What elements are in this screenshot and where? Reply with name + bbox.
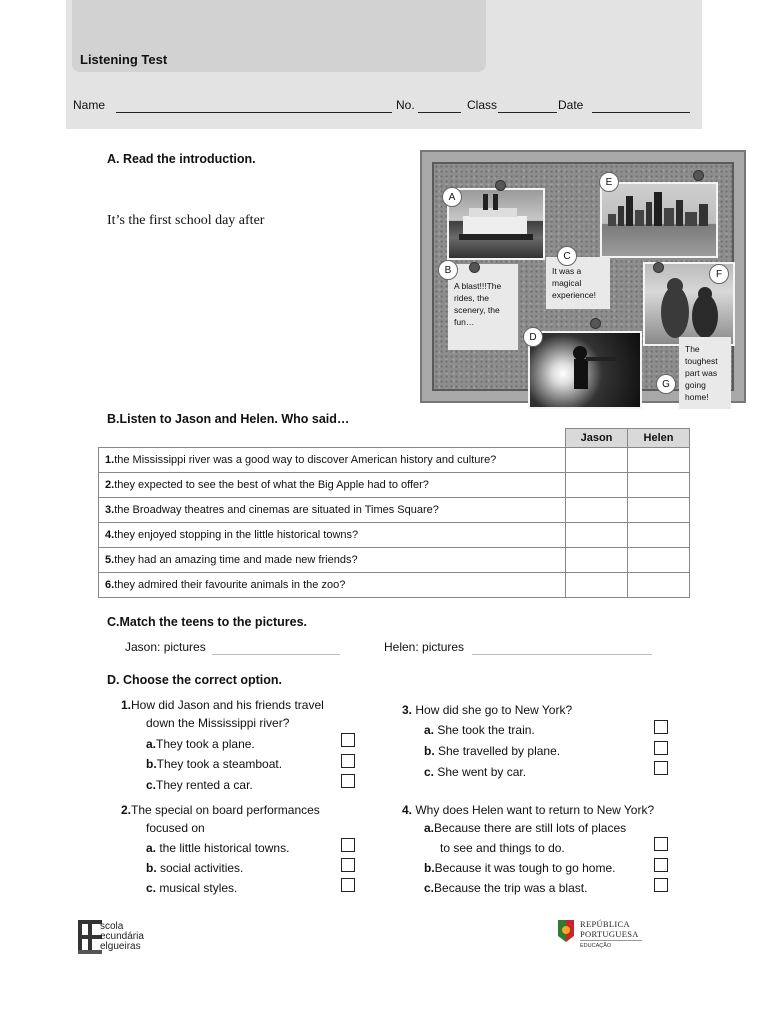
label-a: A	[442, 187, 462, 207]
name-label: Name	[73, 98, 106, 112]
section-b-title: B.Listen to Jason and Helen. Who said…	[107, 412, 350, 426]
question-2: 2.The special on board performances	[121, 803, 320, 817]
helen-pictures-label: Helen: pictures	[384, 640, 465, 654]
school-logo-line1: scola	[100, 921, 124, 932]
concert-photo	[528, 331, 642, 409]
pushpin-icon	[693, 170, 704, 181]
q3-checkbox-b[interactable]	[654, 741, 668, 755]
date-label: Date	[558, 98, 584, 112]
row-text: they expected to see the best of what the Big Apple had to offer?	[114, 479, 429, 491]
note-c: It was a magical experience!	[546, 257, 610, 309]
q4-checkbox-b[interactable]	[654, 858, 668, 872]
column-helen: Helen	[628, 429, 690, 448]
table-row	[99, 448, 690, 473]
row-text: the Mississippi river was a good way to discover American history and culture?	[114, 454, 497, 466]
name-field[interactable]	[116, 112, 392, 113]
jason-pictures-label: Jason: pictures	[125, 640, 206, 654]
q2-checkbox-c[interactable]	[341, 878, 355, 892]
q3-checkbox-c[interactable]	[654, 761, 668, 775]
number-label: No.	[396, 98, 415, 112]
republica-line3: EDUCAÇÃO	[580, 943, 612, 949]
q1-option-a: a.They took a plane.	[146, 737, 255, 751]
table-row	[99, 498, 690, 523]
row-text: they enjoyed stopping in the little historical towns?	[114, 529, 359, 541]
number-field[interactable]	[418, 112, 461, 113]
q2-option-a: a. the little historical towns.	[146, 841, 290, 855]
question-1-cont: down the Mississippi river?	[146, 716, 290, 730]
helen-cell[interactable]	[628, 523, 690, 548]
question-3: 3. How did she go to New York?	[402, 703, 573, 717]
row-text: the Broadway theatres and cinemas are situated in Times Square?	[114, 504, 439, 516]
helen-cell[interactable]	[628, 473, 690, 498]
helen-cell[interactable]	[628, 573, 690, 598]
jason-cell[interactable]	[566, 573, 628, 598]
column-jason: Jason	[566, 429, 628, 448]
label-e: E	[599, 172, 619, 192]
page-title: Listening Test	[80, 52, 168, 67]
question-1: 1.How did Jason and his friends travel	[121, 698, 324, 712]
republica-emblem-icon	[556, 918, 576, 944]
row-number: 5.	[105, 554, 115, 566]
label-b: B	[438, 260, 458, 280]
note-g: The toughest part was going home!	[679, 337, 731, 409]
table-row	[99, 573, 690, 598]
table-row	[99, 548, 690, 573]
pushpin-icon	[590, 318, 601, 329]
q3-option-a: a. She took the train.	[424, 723, 535, 737]
q4-checkbox-c[interactable]	[654, 878, 668, 892]
section-c-title: C.Match the teens to the pictures.	[107, 615, 308, 629]
pushpin-icon	[653, 262, 664, 273]
q4-option-a: a.Because there are still lots of places	[424, 821, 627, 835]
school-logo	[78, 918, 168, 958]
q4-option-c: c.Because the trip was a blast.	[424, 881, 588, 895]
q4-option-b: b.Because it was tough to go home.	[424, 861, 616, 875]
jason-cell[interactable]	[566, 548, 628, 573]
pushpin-icon	[495, 180, 506, 191]
skyline-photo	[600, 182, 718, 258]
note-b: A blast!!!The rides, the scenery, the fun…	[448, 264, 518, 350]
label-f: F	[709, 264, 729, 284]
q2-option-b: b. social activities.	[146, 861, 244, 875]
jason-cell[interactable]	[566, 523, 628, 548]
republica-logo	[556, 916, 648, 954]
school-logo-line2: ecundária	[100, 931, 144, 942]
who-said-table	[98, 428, 690, 598]
question-2-cont: focused on	[146, 821, 205, 835]
helen-cell[interactable]	[628, 548, 690, 573]
q2-checkbox-a[interactable]	[341, 838, 355, 852]
q2-checkbox-b[interactable]	[341, 858, 355, 872]
row-number: 1.	[105, 454, 115, 466]
label-d: D	[523, 327, 543, 347]
republica-line2: PORTUGUESA	[580, 929, 639, 939]
table-row	[99, 523, 690, 548]
pushpin-icon	[469, 262, 480, 273]
row-number: 6.	[105, 579, 115, 591]
q4-option-a-cont: to see and things to do.	[440, 841, 565, 855]
table-row	[99, 473, 690, 498]
q1-option-b: b.They took a steamboat.	[146, 757, 283, 771]
q1-checkbox-b[interactable]	[341, 754, 355, 768]
helen-cell[interactable]	[628, 448, 690, 473]
row-text: they had an amazing time and made new friends?	[114, 554, 358, 566]
q2-option-c: c. musical styles.	[146, 881, 238, 895]
helen-pictures-field[interactable]	[472, 654, 652, 655]
q3-option-b: b. She travelled by plane.	[424, 744, 561, 758]
label-g: G	[656, 374, 676, 394]
helen-cell[interactable]	[628, 498, 690, 523]
row-number: 2.	[105, 479, 115, 491]
question-4: 4. Why does Helen want to return to New York?	[402, 803, 655, 817]
q3-option-c: c. She went by car.	[424, 765, 527, 779]
q4-checkbox-a[interactable]	[654, 837, 668, 851]
q1-checkbox-a[interactable]	[341, 733, 355, 747]
row-number: 3.	[105, 504, 115, 516]
jason-cell[interactable]	[566, 498, 628, 523]
row-text: they admired their favourite animals in the zoo?	[114, 579, 346, 591]
class-label: Class	[467, 98, 498, 112]
q1-checkbox-c[interactable]	[341, 774, 355, 788]
intro-text: It’s the first school day after	[107, 213, 265, 228]
jason-cell[interactable]	[566, 473, 628, 498]
class-field[interactable]	[498, 112, 557, 113]
row-number: 4.	[105, 529, 115, 541]
label-c: C	[557, 246, 577, 266]
date-field[interactable]	[592, 112, 690, 113]
republica-line1: REPÚBLICA	[580, 919, 630, 929]
section-d-title: D. Choose the correct option.	[107, 673, 283, 687]
q1-option-c: c.They rented a car.	[146, 778, 253, 792]
jason-pictures-field[interactable]	[212, 654, 340, 655]
school-logo-line3: elgueiras	[100, 941, 141, 952]
section-a-title: A. Read the introduction.	[107, 152, 256, 166]
jason-cell[interactable]	[566, 448, 628, 473]
q3-checkbox-a[interactable]	[654, 720, 668, 734]
